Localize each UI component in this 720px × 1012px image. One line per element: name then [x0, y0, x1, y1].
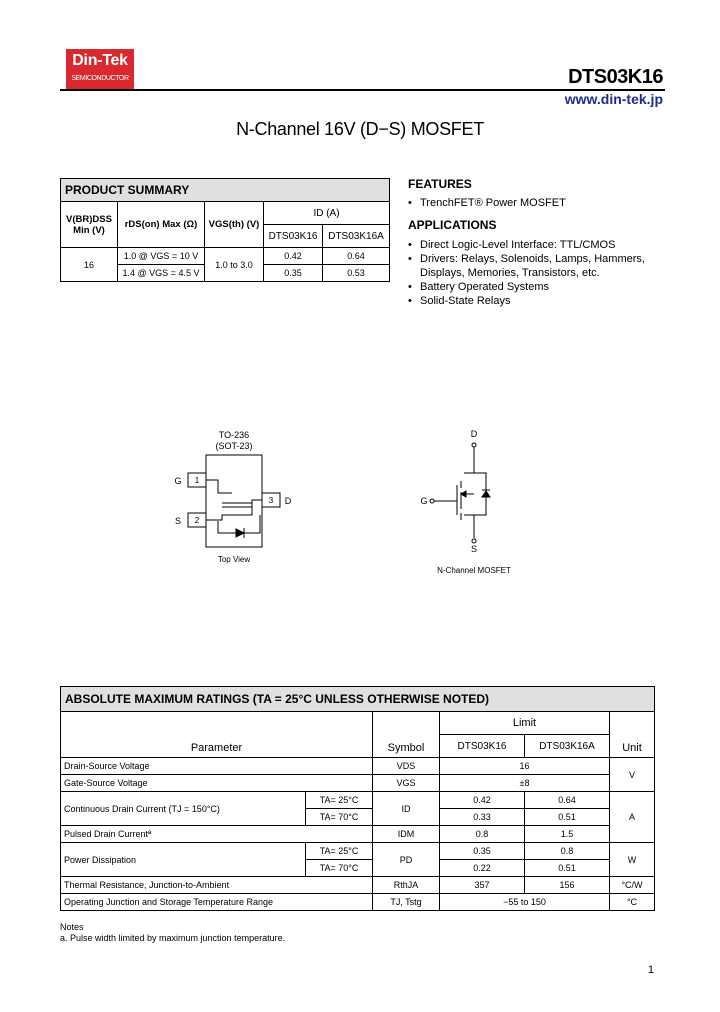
cond-pd-2: TA= 70°C	[306, 860, 373, 877]
param-vds: Drain-Source Voltage	[61, 758, 373, 775]
val-idm-b: 1.5	[525, 826, 610, 843]
col-rds: rDS(on) Max (Ω)	[118, 202, 205, 248]
col-part2: DTS03K16A	[323, 225, 390, 248]
mosfet-symbol	[430, 443, 490, 543]
applications-list	[408, 238, 658, 308]
param-rth: Thermal Resistance, Junction-to-Ambient	[61, 877, 373, 894]
col-vgs: VGS(th) (V)	[205, 202, 264, 248]
table-row	[61, 775, 655, 792]
cond-pd-1: TA= 25°C	[306, 843, 373, 860]
applications-heading: APPLICATIONS	[408, 218, 497, 232]
pin-3-number: 3	[268, 496, 274, 505]
note-a: a. Pulse width limited by maximum junction temperature.	[60, 933, 286, 943]
val-pd-b1: 0.8	[525, 843, 610, 860]
val-tj: −55 to 150	[440, 894, 610, 911]
brand-name: Din-Tek	[72, 52, 128, 69]
table-row	[61, 877, 655, 894]
sym-rth: RthJA	[373, 877, 440, 894]
package-caption: Top View	[217, 555, 251, 564]
table-row	[61, 826, 655, 843]
col-symbol: Symbol	[373, 712, 440, 758]
val-vgs: ±8	[440, 775, 610, 792]
param-vgs: Gate-Source Voltage	[61, 775, 373, 792]
symbol-s-label: S	[470, 544, 478, 554]
sym-vds: VDS	[373, 758, 440, 775]
cond-id-2: TA= 70°C	[306, 809, 373, 826]
package-alt: (SOT-23)	[215, 441, 253, 451]
absolute-max-ratings-table	[60, 686, 655, 911]
unit-a: A	[610, 792, 655, 843]
sym-vgs: VGS	[373, 775, 440, 792]
param-pd: Power Dissipation	[61, 843, 306, 877]
unit-v: V	[610, 758, 655, 792]
package-diagram	[160, 425, 310, 570]
table-row	[61, 758, 655, 775]
pin-1-number: 1	[194, 476, 200, 485]
notes	[60, 922, 285, 944]
website-link[interactable]: www.din-tek.jp	[564, 91, 663, 107]
col-limit: Limit	[440, 712, 610, 735]
mosfet-symbol-diagram	[410, 425, 540, 580]
internal-wiring	[206, 480, 262, 538]
notes-label: Notes	[60, 922, 84, 932]
vgs-value: 1.0 to 3.0	[205, 248, 264, 282]
val-pd-a1: 0.35	[440, 843, 525, 860]
rds-row-1: 1.0 @ VGS = 10 V	[118, 248, 205, 265]
col-parameter: Parameter	[61, 712, 373, 758]
symbol-caption: N-Channel MOSFET	[437, 566, 511, 575]
sym-pd: PD	[373, 843, 440, 877]
unit-c: °C	[610, 894, 655, 911]
val-id-b1: 0.64	[525, 792, 610, 809]
list-item: • TrenchFET® Power MOSFET	[408, 196, 566, 210]
features-list	[408, 196, 566, 210]
val-id-b2: 0.51	[525, 809, 610, 826]
col-part2: DTS03K16A	[525, 735, 610, 758]
id-part1-row-1: 0.42	[264, 248, 323, 265]
id-part1-row-2: 0.35	[264, 265, 323, 282]
vbr-value: 16	[61, 248, 118, 282]
val-idm-a: 0.8	[440, 826, 525, 843]
package-name: TO-236	[218, 430, 250, 440]
col-part1: DTS03K16	[264, 225, 323, 248]
list-item: • Direct Logic-Level Interface: TTL/CMOS	[408, 238, 658, 252]
pin-s-label: S	[174, 516, 182, 526]
param-idm: Pulsed Drain Currentª	[61, 826, 373, 843]
val-pd-a2: 0.22	[440, 860, 525, 877]
val-rth-a: 357	[440, 877, 525, 894]
val-id-a2: 0.33	[440, 809, 525, 826]
list-item: • Battery Operated Systems	[408, 280, 658, 294]
list-item: • Solid-State Relays	[408, 294, 658, 308]
id-part2-row-1: 0.64	[323, 248, 390, 265]
brand-subtitle: SEMICONDUCTOR	[71, 75, 129, 82]
unit-cw: °C/W	[610, 877, 655, 894]
ratings-heading: ABSOLUTE MAXIMUM RATINGS (TA = 25°C UNLESS OTHERWISE NOTED)	[61, 687, 655, 712]
val-pd-b2: 0.51	[525, 860, 610, 877]
sym-idm: IDM	[373, 826, 440, 843]
page-title: N-Channel 16V (D−S) MOSFET	[236, 119, 484, 139]
col-unit: Unit	[610, 712, 655, 758]
features-heading: FEATURES	[408, 177, 472, 191]
brand-logo	[66, 49, 134, 89]
symbol-d-label: D	[470, 429, 478, 439]
table-row	[61, 843, 655, 860]
table-row	[61, 894, 655, 911]
param-id: Continuous Drain Current (TJ = 150°C)	[61, 792, 306, 826]
sym-tj: TJ, Tstg	[373, 894, 440, 911]
val-vds: 16	[440, 758, 610, 775]
col-id: ID (A)	[264, 202, 390, 225]
id-part2-row-2: 0.53	[323, 265, 390, 282]
part-number: DTS03K16	[568, 66, 663, 88]
unit-w: W	[610, 843, 655, 877]
col-part1: DTS03K16	[440, 735, 525, 758]
param-tj: Operating Junction and Storage Temperature Range	[61, 894, 373, 911]
table-row	[61, 792, 655, 809]
page-number: 1	[647, 964, 654, 976]
val-id-a1: 0.42	[440, 792, 525, 809]
sym-id: ID	[373, 792, 440, 826]
pin-g-label: G	[174, 476, 182, 486]
product-summary-heading: PRODUCT SUMMARY	[61, 179, 390, 202]
val-rth-b: 156	[525, 877, 610, 894]
rds-row-2: 1.4 @ VGS = 4.5 V	[118, 265, 205, 282]
cond-id-1: TA= 25°C	[306, 792, 373, 809]
pin-d-label: D	[284, 496, 292, 506]
product-summary-table	[60, 178, 390, 282]
list-item: • Drivers: Relays, Solenoids, Lamps, Hammers, Displays, Memories, Transistors, etc.	[408, 252, 658, 280]
pin-2-number: 2	[194, 516, 200, 525]
col-vbr: V(BR)DSS Min (V)	[61, 202, 118, 248]
symbol-g-label: G	[420, 496, 428, 506]
